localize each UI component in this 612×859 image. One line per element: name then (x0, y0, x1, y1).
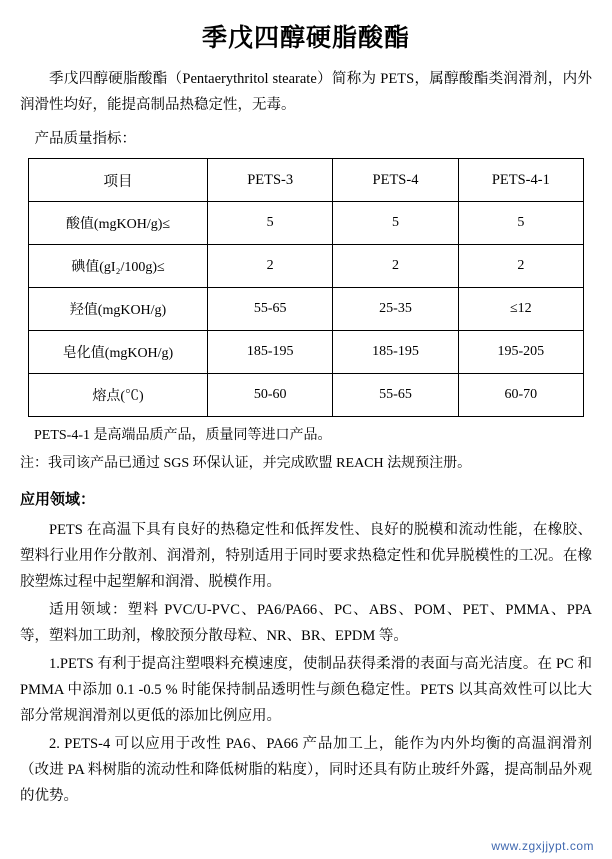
application-paragraph-1: PETS 在高温下具有良好的热稳定性和低挥发性、良好的脱模和流动性能，在橡胶、塑料行业用作分散剂、润滑剂，特别适用于同时要求热稳定性和优异脱模性的工况。在橡胶塑炼过程中起塑解和润滑、脱模作用。 (20, 522, 592, 590)
table-cell-value: ≤12 (458, 288, 583, 331)
application-paragraph-2: 适用领域：塑料 PVC/U-PVC、PA6/PA66、PC、ABS、POM、PET、PMMA、PPA 等，塑料加工助剂，橡胶预分散母粒、NR、BR、EPDM 等。 (20, 602, 592, 644)
section-heading-application: 应用领域： (20, 492, 96, 508)
table-cell-item: 碘值(gI₂/100g)≤ (29, 245, 208, 288)
table-row (29, 245, 584, 288)
table-cell-value: 60-70 (458, 374, 583, 417)
table-cell-value: 5 (458, 202, 583, 245)
table-row (29, 374, 584, 417)
table-header-cell: 项目 (29, 159, 208, 202)
application-paragraph-3: 1.PETS 有利于提高注塑喂料充模速度，使制品获得柔滑的表面与高光洁度。在 PC 和 PMMA 中添加 0.1 -0.5 % 时能保持制品透明性与颜色稳定性。PETS 以其高效性可以比大部分常规润滑剂以更低的添加比例应用。 (20, 656, 592, 724)
table-cell-value: 195-205 (458, 331, 583, 374)
table-header-cell: PETS-4-1 (458, 159, 583, 202)
table-cell-value: 2 (208, 245, 333, 288)
table-cell-item: 羟值(mgKOH/g) (29, 288, 208, 331)
table-cell-value: 5 (208, 202, 333, 245)
table-header-cell: PETS-4 (333, 159, 458, 202)
table-cell-value: 55-65 (333, 374, 458, 417)
table-cell-value: 50-60 (208, 374, 333, 417)
spec-table (28, 158, 584, 417)
table-cell-value: 2 (458, 245, 583, 288)
table-row (29, 288, 584, 331)
page-title: 季戊四醇硬脂酸酯 (201, 25, 410, 52)
table-cell-value: 25-35 (333, 288, 458, 331)
table-cell-value: 185-195 (333, 331, 458, 374)
table-row (29, 202, 584, 245)
table-header-row (29, 159, 584, 202)
application-paragraph-4: 2. PETS-4 可以应用于改性 PA6、PA66 产品加工上，能作为内外均衡的高温润滑剂（改进 PA 料树脂的流动性和降低树脂的粘度），同时还具有防止玻纤外露，提高制品外观的优势。 (20, 736, 592, 804)
intro-paragraph: 季戊四醇硬脂酸酯（Pentaerythritol stearate）简称为 PETS，属醇酸酯类润滑剂，内外润滑性均好，能提高制品热稳定性，无毒。 (20, 71, 592, 113)
table-note-certification: 注：我司该产品已通过 SGS 环保认证，并完成欧盟 REACH 法规预注册。 (20, 456, 472, 471)
table-label: 产品质量指标： (34, 131, 136, 147)
table-cell-item: 熔点(℃) (29, 374, 208, 417)
table-cell-value: 5 (333, 202, 458, 245)
table-note-premium: PETS-4-1 是高端品质产品，质量同等进口产品。 (34, 428, 332, 443)
table-row (29, 331, 584, 374)
table-cell-value: 185-195 (208, 331, 333, 374)
site-watermark: www.zgxjjypt.com (491, 839, 594, 853)
table-header-cell: PETS-3 (208, 159, 333, 202)
table-cell-value: 55-65 (208, 288, 333, 331)
table-cell-item: 酸值(mgKOH/g)≤ (29, 202, 208, 245)
table-cell-item: 皂化值(mgKOH/g) (29, 331, 208, 374)
table-cell-value: 2 (333, 245, 458, 288)
